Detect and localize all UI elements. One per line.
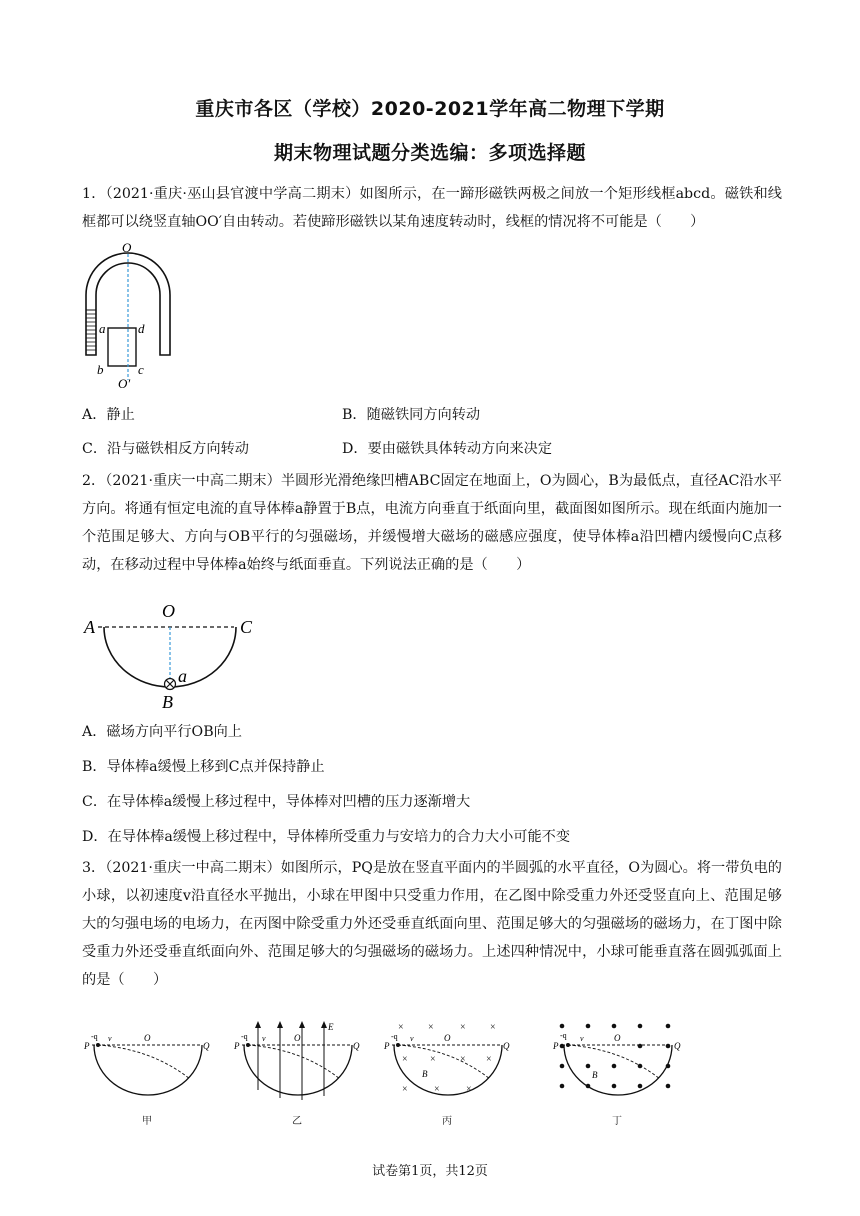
label-P: P [384, 1041, 390, 1051]
q3-figure-yi [232, 1020, 362, 1105]
label-v: v [262, 1034, 266, 1043]
question-3-text: 3．（2021·重庆一中高二期末）如图所示，PQ是放在竖直平面内的半圆弧的水平直径，O为圆心。将一带负电的小球，以初速度v沿直径水平抛出，小球在甲图中只受重力作用，在乙图中除受重力外还受竖直向上、范围足够大的匀强电场的电场力，在丙图中除受重力外还受垂直纸面向里、范围足够大的匀强磁场的磁场力，在丁图中除受重力外还受垂直纸面向外、范围足够大的匀强磁场的磁场力。上述四种情况中，小球可能垂直落在圆弧弧面上的是（ ） [82, 860, 782, 988]
page-title: 重庆市各区（学校）2020-2021学年高二物理下学期 [195, 98, 665, 120]
label-O: O [162, 601, 175, 621]
label-d: d [138, 321, 145, 336]
label-q: -q [560, 1031, 567, 1040]
label-P: P [553, 1041, 559, 1051]
svg-text:×: × [398, 1022, 404, 1033]
q1-option-c: C．沿与磁铁相反方向转动 [82, 441, 249, 457]
label-v: v [410, 1034, 414, 1043]
svg-text:×: × [402, 1054, 408, 1065]
question-1-figure [78, 240, 188, 395]
label-a: a [99, 321, 106, 336]
label-O: O [444, 1033, 451, 1043]
label-v: v [580, 1034, 584, 1043]
label-B: B [422, 1069, 428, 1079]
page-footer: 试卷第1页，共12页 [372, 1164, 488, 1179]
label-C: C [240, 617, 253, 637]
svg-text:×: × [460, 1022, 466, 1033]
svg-text:×: × [466, 1084, 472, 1095]
q1-option-a: A．静止 [82, 407, 135, 423]
caption-jia: 甲 [142, 1116, 152, 1127]
q2-option-a: A．磁场方向平行OB向上 [82, 724, 242, 740]
q3-figure-jia [82, 1025, 212, 1105]
q3-figure-bing [382, 1020, 512, 1105]
label-Q: Q [203, 1041, 210, 1051]
q1-option-b: B．随磁铁同方向转动 [342, 407, 481, 423]
q1-option-d: D．要由磁铁具体转动方向来决定 [342, 441, 553, 457]
label-B: B [592, 1070, 598, 1080]
label-P: P [234, 1041, 240, 1051]
label-B: B [162, 692, 173, 712]
label-v: v [108, 1034, 112, 1043]
svg-text:×: × [430, 1054, 436, 1065]
caption-bing: 丙 [442, 1116, 452, 1127]
q2-option-d: D．在导体棒a缓慢上移过程中，导体棒所受重力与安培力的合力大小可能不变 [82, 829, 571, 845]
label-O-prime: O′ [118, 376, 131, 391]
svg-text:×: × [490, 1022, 496, 1033]
label-O: O [144, 1033, 151, 1043]
svg-text:×: × [434, 1084, 440, 1095]
label-E: E [328, 1022, 334, 1032]
label-c: c [138, 362, 144, 377]
label-q: -q [391, 1032, 398, 1041]
svg-text:×: × [486, 1054, 492, 1065]
label-O: O [294, 1033, 301, 1043]
caption-ding: 丁 [612, 1116, 622, 1127]
label-Q: Q [353, 1041, 360, 1051]
question-2-text: 2．（2021·重庆一中高二期末）半圆形光滑绝缘凹槽ABC固定在地面上，O为圆心，B为最低点，直径AC沿水平方向。将通有恒定电流的直导体棒a静置于B点，电流方向垂直于纸面向里，截面图如图所示。现在纸面内施加一个范围足够大、方向与OB平行的匀强磁场，并缓慢增大磁场的磁感应强度，使导体棒a沿凹槽内缓慢向C点移动，在移动过程中导体棒a始终与纸面垂直。下列说法正确的是（ ） [82, 473, 782, 573]
label-b: b [97, 362, 104, 377]
page-subtitle: 期末物理试题分类选编：多项选择题 [273, 142, 586, 164]
label-q: -q [241, 1032, 248, 1041]
label-Q: Q [503, 1041, 510, 1051]
label-q: -q [91, 1032, 98, 1041]
svg-text:×: × [460, 1054, 466, 1065]
question-2-figure [82, 600, 262, 712]
label-a: a [178, 666, 187, 686]
label-O: O [614, 1033, 621, 1043]
q2-option-c: C．在导体棒a缓慢上移过程中，导体棒对凹槽的压力逐渐增大 [82, 794, 471, 810]
q3-figure-ding [548, 1020, 688, 1105]
label-P: P [84, 1041, 90, 1051]
label-A: A [84, 617, 95, 637]
label-O: O [122, 240, 132, 255]
label-Q: Q [674, 1041, 681, 1051]
svg-text:×: × [402, 1084, 408, 1095]
svg-text:×: × [428, 1022, 434, 1033]
question-1-text: 1．（2021·重庆·巫山县官渡中学高二期末）如图所示，在一蹄形磁铁两极之间放一个矩形线框abcd。磁铁和线框都可以绕竖直轴OO′自由转动。若使蹄形磁铁以某角速度转动时，线框的情况将不可能是（ ） [82, 186, 782, 230]
q2-option-b: B．导体棒a缓慢上移到C点并保持静止 [82, 759, 325, 775]
caption-yi: 乙 [292, 1116, 302, 1127]
